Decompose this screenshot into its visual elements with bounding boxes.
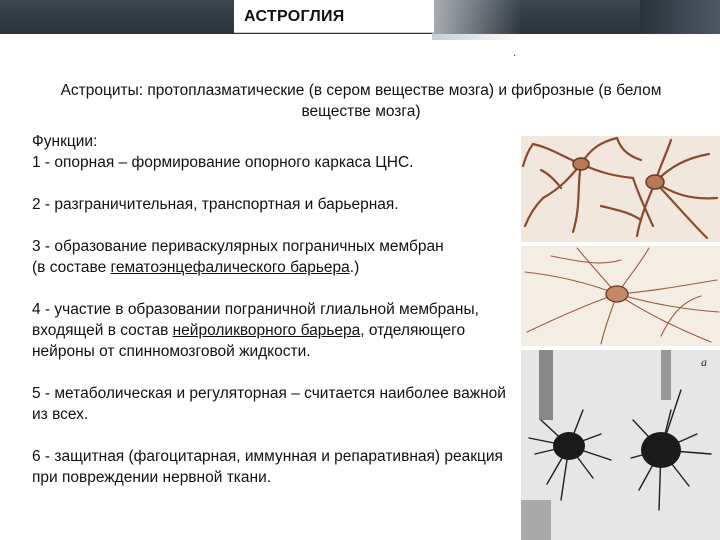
figure-label: a — [701, 355, 707, 369]
astrocyte-figures — [521, 136, 720, 540]
function-item-3-prefix: (в составе — [32, 259, 111, 276]
astrocyte-stain-image-1 — [521, 136, 720, 242]
function-item-3-suffix: .) — [349, 259, 360, 276]
functions-list — [32, 131, 522, 509]
function-item-4-suffix: , отделяющего нейроны от спинномозговой жидкости. — [32, 322, 466, 360]
function-item-4-text: 4 - участие в образовании пограничной глиальной мембраны, входящей в состав — [32, 301, 479, 339]
function-item-3-text: 3 - образование периваскулярных пограничных мембран — [32, 238, 444, 255]
astrocyte-silver-image — [521, 350, 720, 540]
function-item-4 — [32, 299, 522, 362]
functions-heading: Функции: — [32, 133, 98, 150]
title-box — [234, 0, 434, 33]
bbb-link[interactable]: гематоэнцефалического барьера — [110, 259, 350, 276]
function-item-3 — [32, 236, 522, 278]
slide-subtitle: Астроциты: протоплазматические (в сером веществе мозга) и фиброзные (в белом веществе мозга) — [60, 82, 662, 120]
astrocyte-stain-image-2 — [521, 246, 720, 346]
decor-dot: . — [513, 45, 517, 59]
title-shadow — [432, 0, 522, 40]
top-banner-accent — [640, 0, 720, 34]
slide-title: АСТРОГЛИЯ — [244, 8, 345, 25]
function-item-1: 1 - опорная – формирование опорного каркаса ЦНС. — [32, 154, 414, 171]
function-item-5: 5 - метаболическая и регуляторная – считается наиболее важной из всех. — [32, 385, 506, 423]
function-item-2: 2 - разграничительная, транспортная и барьерная. — [32, 196, 399, 213]
csf-barrier-link[interactable]: нейроликворного барьера — [172, 322, 361, 339]
function-item-6: 6 - защитная (фагоцитарная, иммунная и репаративная) реакция при повреждении нервной ткани. — [32, 448, 503, 486]
